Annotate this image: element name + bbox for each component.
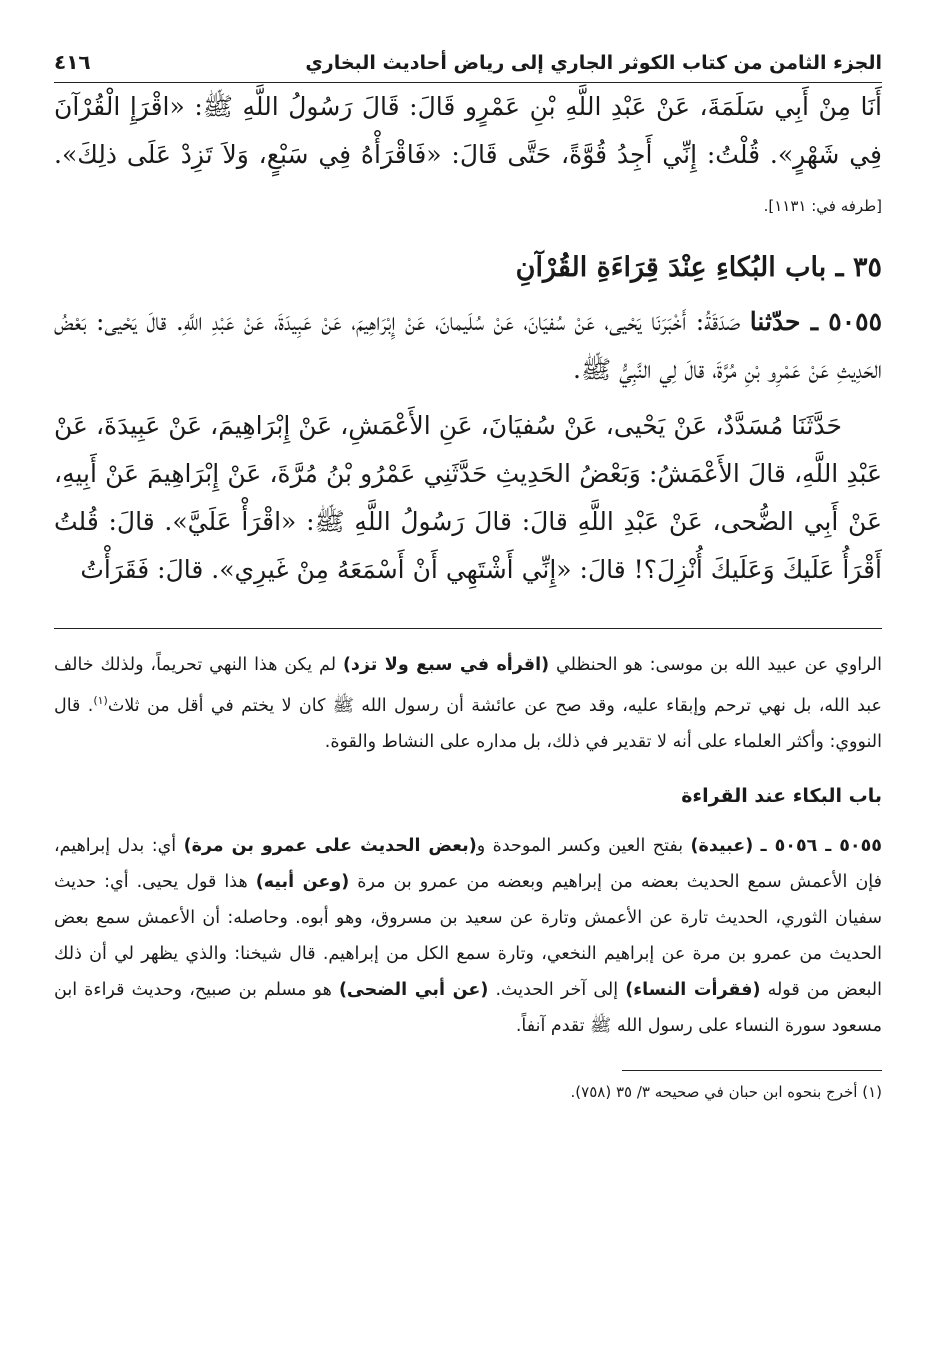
footnote-marker: (١) [93, 694, 108, 707]
chapter-title: ٣٥ ـ باب البُكاءِ عِنْدَ قِرَاءَةِ القُرْآنِ [515, 252, 882, 283]
c2-number: ٥٠٥٥ ـ ٥٠٥٦ ـ [760, 835, 882, 856]
c1-text-c: . قال النووي: وأكثر العلماء على أنه لا تقدير في ذلك، بل مداره على النشاط والقوة. [54, 695, 882, 752]
c2-quote-2: (بعض الحديث على عمرو بن مرة) [183, 835, 477, 856]
c2-text-2: أي: بدل إبراهيم، فإن الأعمش سمع الحديث بعضه من إبراهيم وبعضه من عمرو بن مرة [54, 835, 882, 892]
continuation-text: أَنَا مِنْ أَبِي سَلَمَةَ، عَنْ عَبْدِ اللَّهِ بْنِ عَمْرٍو قَالَ: قَالَ رَسُولُ اللَّهِ ﷺ: «اقْرَإِ الْقُرْآنَ فِي شَهْرٍ». قُلْتُ: إِنِّي أَجِدُ قُوَّةً، حَتَّى قَالَ: «فَاقْرَأْهُ فِي سَبْعٍ، وَلاَ تَزِدْ عَلَى ذلِكَ». [54, 92, 882, 169]
running-header [54, 50, 882, 83]
c2-quote-4: (فقرأت النساء) [625, 979, 761, 1000]
c2-text-1: بفتح العين وكسر الموحدة و [476, 835, 691, 856]
book-title: الجزء الثامن من كتاب الكوثر الجاري إلى رياض أحاديث البخاري [305, 52, 882, 74]
c2-quote-1: (عبيدة) [690, 835, 754, 856]
c1-text-a: الراوي عن عبيد الله بن موسى: هو الحنظلي [549, 655, 882, 675]
cross-reference: [طرفه في: ١١٣١]. [763, 197, 882, 215]
c2-quote-3: (وعن أبيه) [255, 871, 350, 892]
hadith-number: ٥٠٥٥ ـ حدّثنا [749, 307, 882, 336]
commentary-title: باب البكاء عند القراءة [681, 784, 882, 807]
commentary-section [54, 647, 882, 1044]
hadith-5056: حَدَّثَنَا مُسَدَّدٌ، عَنْ يَحْيى، عَنْ سُفيَانَ، عَنِ الأَعْمَشِ، عَنْ إِبْرَاهِيمَ، عَنْ عَبِيدَةَ، عَنْ عَبْدِ اللَّهِ، قالَ الأَعْمَشُ: وَبَعْضُ الحَدِيثِ حَدَّثَنِي عَمْرُو بْنُ مُرَّةَ، عَنْ إِبْرَاهِيمَ عَنْ أَبِيهِ، عَنْ أَبِي الضُّحى، عَنْ عَبْدِ اللَّهِ قالَ: قالَ رَسُولُ اللَّهِ ﷺ: «اقْرَأْ عَلَيَّ». قالَ: قُلتُ أَقْرَأُ عَلَيكَ وَعَلَيكَ أُنْزِلَ؟! قالَ: «إِنِّي أَشْتَهِي أَنْ أَسْمَعَهُ مِنْ غَيرِي». قالَ: فَقَرَأْتُ [54, 411, 882, 584]
book-page [54, 50, 882, 1101]
hadith-section [54, 83, 882, 594]
c1-quote: (اقرأه في سبع ولا تزد) [342, 655, 550, 675]
hadith-5055 [54, 298, 882, 394]
commentary-paragraph-1 [54, 647, 882, 760]
c1-text-b: لم يكن هذا النهي تحريماً، ولذلك خالف عبد الله، بل نهي ترحم وإبقاء عليه، وقد صح عن عائشة أن رسول الله ﷺ كان لا يختم في أقل من ثلاث [54, 655, 882, 716]
hadith-continuation [54, 83, 882, 230]
footnote: (١) أخرج بنحوه ابن حبان في صحيحه ٣/ ٣٥ (٧٥٨). [570, 1082, 882, 1101]
c2-text-5: هو مسلم بن صبيح، وحديث قراءة ابن مسعود سورة النساء على رسول الله ﷺ تقدم آنفاً. [54, 979, 882, 1036]
section-divider [54, 628, 882, 629]
c2-quote-5: (عن أبي الضحى) [338, 979, 489, 1000]
footnote-divider [622, 1070, 882, 1071]
hadith-5055-text: صَدَقَةُ: أَخْبَرَنَا يَحْيى، عَنْ سُفيَانَ، عَنْ سُلَيمانَ، عَنْ إِبْرَاهِيمَ، عَنْ عَبِيدَةَ، عَنْ عَبْدِ اللَّهِ. قالَ يَحْيى: بَعْضُ الحَدِيثِ عَنْ عَمْرِو بْنِ مُرَّةَ، قالَ لِي النَّبِيُّ ﷺ. [54, 307, 882, 384]
c2-text-3: هذا قول يحيى. أي: حديث سفيان الثوري، الحديث تارة عن الأعمش وتارة عن سعيد بن مسروق، وهو أبوه. وحاصله: أن الأعمش سمع بعض الحديث من عمرو بن مرة عن إبراهيم النخعي، وتارة سمع الكل من إبراهيم. قال شيخنا: والذي يظهر لي أن ذلك البعض من قوله [54, 871, 882, 1000]
c2-text-4: إلى آخر الحديث. [488, 979, 626, 1000]
page-number: ٤١٦ [54, 50, 91, 74]
commentary-paragraph-2 [54, 828, 882, 1044]
